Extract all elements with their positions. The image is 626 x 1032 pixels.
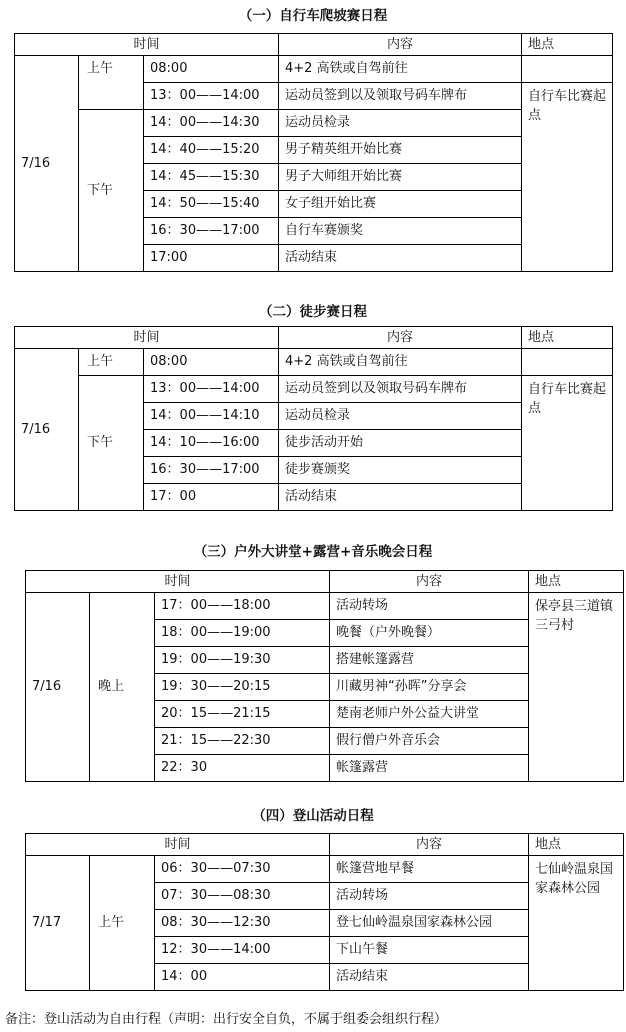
- time-cell: 14：00——14:30: [144, 110, 279, 137]
- content-cell: 男子大师组开始比赛: [279, 164, 522, 191]
- time-cell: 16：30——17:00: [144, 457, 279, 484]
- time-cell: 20：15——21:15: [155, 701, 330, 728]
- mountain-schedule-table: [25, 833, 624, 991]
- period-am: 上午: [79, 56, 144, 110]
- location-cell: 七仙岭温泉国家森林公园: [529, 856, 624, 991]
- camp-concert-schedule-table: [25, 570, 624, 782]
- time-cell: 08:00: [144, 349, 279, 376]
- content-cell: 帐篷营地早餐: [330, 856, 529, 883]
- content-cell: 女子组开始比赛: [279, 191, 522, 218]
- time-cell: 14：00: [155, 964, 330, 991]
- header-location: 地点: [522, 327, 613, 349]
- time-cell: 17：00——18:00: [155, 593, 330, 620]
- content-cell: 运动员检录: [279, 403, 522, 430]
- time-cell: 07：30——08:30: [155, 883, 330, 910]
- date-cell: 7/16: [26, 593, 90, 782]
- header-time: 时间: [26, 834, 330, 856]
- table-row: [15, 376, 613, 403]
- time-cell: 17:00: [144, 245, 279, 272]
- footnote: 备注：登山活动为自由行程（声明：出行安全自负，不属于组委会组织行程）: [5, 1012, 448, 1027]
- content-cell: 楚南老师户外公益大讲堂: [330, 701, 529, 728]
- header-location: 地点: [529, 834, 624, 856]
- time-cell: 16：30——17:00: [144, 218, 279, 245]
- header-content: 内容: [279, 34, 522, 56]
- section-3-title: （三）户外大讲堂+露营+音乐晚会日程: [193, 544, 433, 560]
- hiking-schedule-table: [14, 326, 613, 511]
- content-cell: 活动结束: [279, 484, 522, 511]
- content-cell: 下山午餐: [330, 937, 529, 964]
- table-header-row: [15, 34, 613, 56]
- time-cell: 22：30: [155, 755, 330, 782]
- location-cell-empty: [522, 56, 613, 83]
- location-cell: 自行车比赛起点: [522, 83, 613, 272]
- content-cell: 登七仙岭温泉国家森林公园: [330, 910, 529, 937]
- content-cell: 搭建帐篷露营: [330, 647, 529, 674]
- location-cell: 自行车比赛起点: [522, 376, 613, 511]
- header-content: 内容: [330, 834, 529, 856]
- content-cell: 4+2 高铁或自驾前往: [279, 56, 522, 83]
- section-4-title: （四）登山活动日程: [252, 808, 374, 824]
- content-cell: 活动结束: [330, 964, 529, 991]
- time-cell: 06：30——07:30: [155, 856, 330, 883]
- time-cell: 12：30——14:00: [155, 937, 330, 964]
- content-cell: 晚餐（户外晚餐）: [330, 620, 529, 647]
- table-row: [26, 856, 624, 883]
- table-row: [26, 593, 624, 620]
- period-am: 上午: [79, 349, 144, 376]
- section-2-title: （二）徒步赛日程: [259, 304, 367, 320]
- time-cell: 18：00——19:00: [155, 620, 330, 647]
- header-time: 时间: [15, 34, 279, 56]
- time-cell: 14：40——15:20: [144, 137, 279, 164]
- header-content: 内容: [330, 571, 529, 593]
- content-cell: 运动员检录: [279, 110, 522, 137]
- time-cell: 08：30——12:30: [155, 910, 330, 937]
- period-evening: 晚上: [90, 593, 155, 782]
- content-cell: 男子精英组开始比赛: [279, 137, 522, 164]
- table-row: [15, 56, 613, 83]
- date-cell: 7/16: [15, 56, 79, 272]
- cycling-schedule-table: [14, 33, 613, 272]
- header-location: 地点: [522, 34, 613, 56]
- content-cell: 徒步活动开始: [279, 430, 522, 457]
- time-cell: 17：00: [144, 484, 279, 511]
- period-pm: 下午: [79, 376, 144, 511]
- content-cell: 运动员签到以及领取号码车牌布: [279, 376, 522, 403]
- content-cell: 运动员签到以及领取号码车牌布: [279, 83, 522, 110]
- content-cell: 川藏男神“孙晖”分享会: [330, 674, 529, 701]
- date-cell: 7/17: [26, 856, 90, 991]
- time-cell: 19：30——20:15: [155, 674, 330, 701]
- content-cell: 假行僧户外音乐会: [330, 728, 529, 755]
- time-cell: 13：00——14:00: [144, 376, 279, 403]
- time-cell: 21：15——22:30: [155, 728, 330, 755]
- content-cell: 帐篷露营: [330, 755, 529, 782]
- content-cell: 活动结束: [279, 245, 522, 272]
- content-cell: 活动转场: [330, 593, 529, 620]
- period-pm: 下午: [79, 110, 144, 272]
- content-cell: 自行车赛颁奖: [279, 218, 522, 245]
- table-header-row: [26, 834, 624, 856]
- content-cell: 活动转场: [330, 883, 529, 910]
- location-cell-empty: [522, 349, 613, 376]
- location-cell: 保亭县三道镇三弓村: [529, 593, 624, 782]
- header-time: 时间: [26, 571, 330, 593]
- content-cell: 4+2 高铁或自驾前往: [279, 349, 522, 376]
- header-location: 地点: [529, 571, 624, 593]
- header-content: 内容: [279, 327, 522, 349]
- table-row: [15, 349, 613, 376]
- section-1-title: （一）自行车爬坡赛日程: [238, 8, 388, 24]
- time-cell: 14：10——16:00: [144, 430, 279, 457]
- table-header-row: [26, 571, 624, 593]
- time-cell: 13：00——14:00: [144, 83, 279, 110]
- time-cell: 14：45——15:30: [144, 164, 279, 191]
- header-time: 时间: [15, 327, 279, 349]
- time-cell: 19：00——19:30: [155, 647, 330, 674]
- date-cell: 7/16: [15, 349, 79, 511]
- table-header-row: [15, 327, 613, 349]
- content-cell: 徒步赛颁奖: [279, 457, 522, 484]
- period-morning: 上午: [90, 856, 155, 991]
- time-cell: 14：00——14:10: [144, 403, 279, 430]
- time-cell: 14：50——15:40: [144, 191, 279, 218]
- time-cell: 08:00: [144, 56, 279, 83]
